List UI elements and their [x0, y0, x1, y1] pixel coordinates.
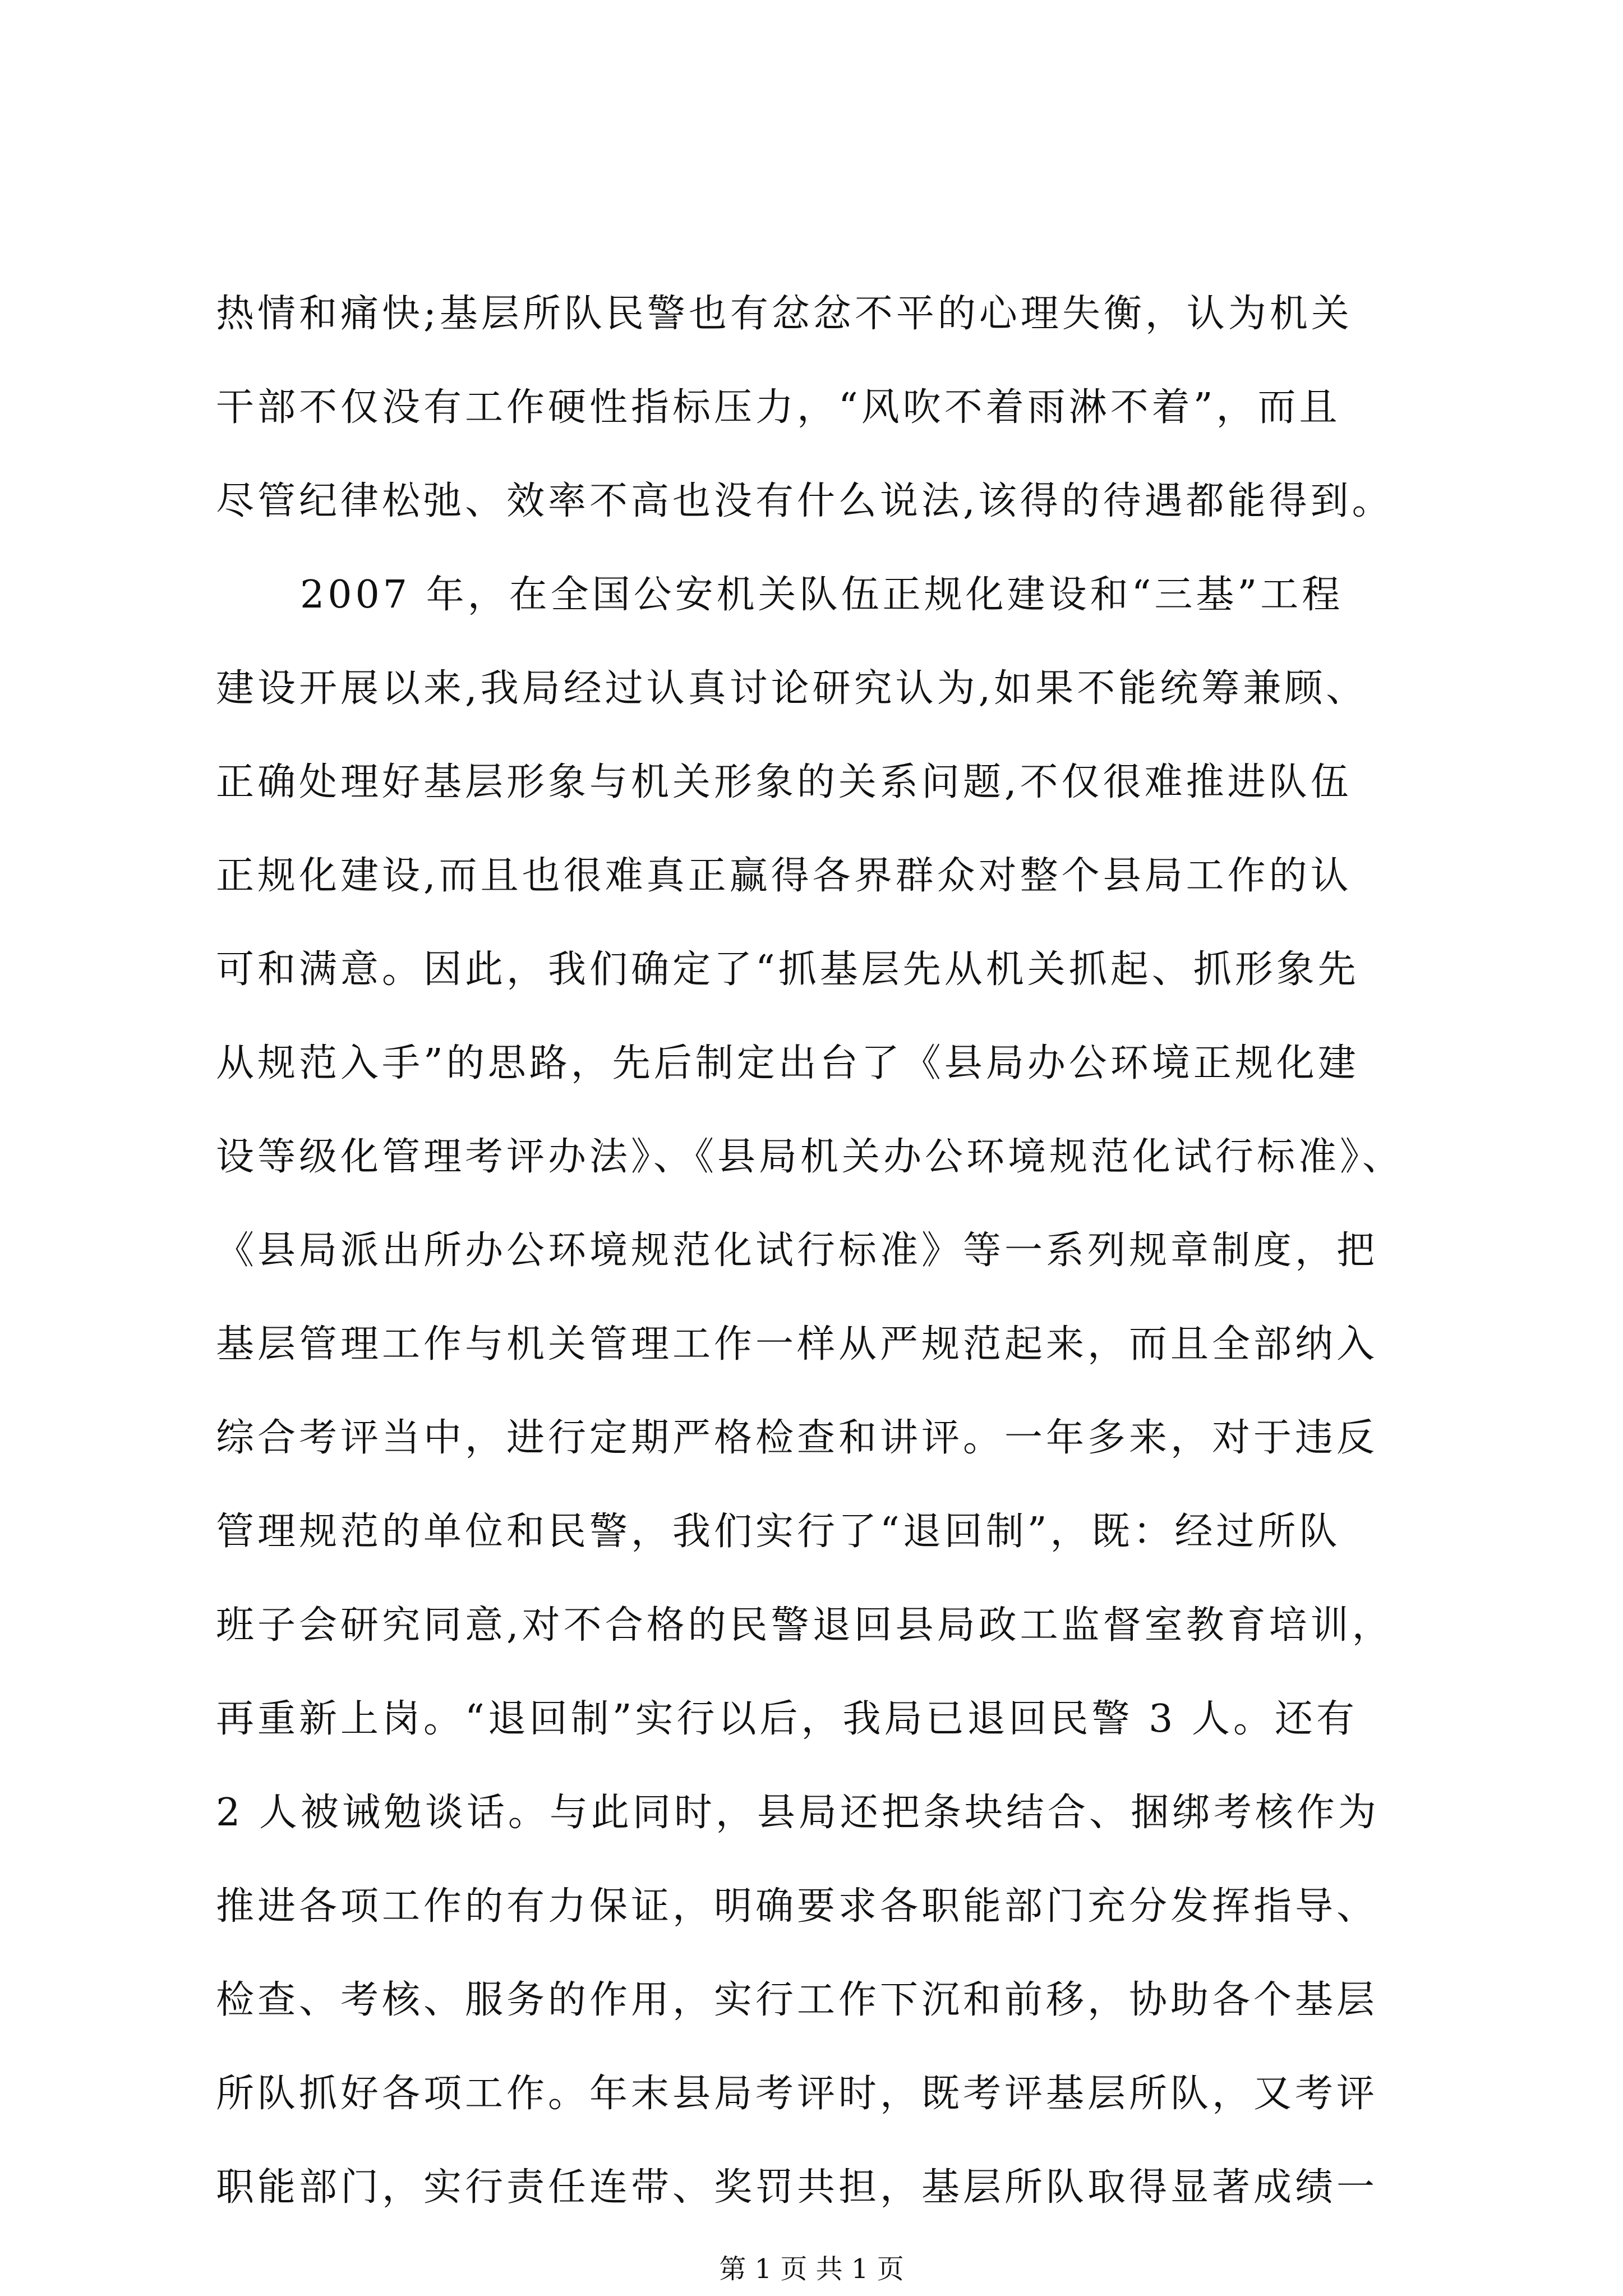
text-line-5: 建设开展以来,我局经过认真讨论研究认为,如果不能统筹兼顾、	[216, 666, 1368, 711]
text-line-1: 热情和痛快;基层所队民警也有忿忿不平的心理失衡，认为机关	[216, 292, 1353, 336]
text-line-11: 《县局派出所办公环境规范化试行标准》等一系列规章制度，把	[216, 1228, 1378, 1273]
text-line-15: 班子会研究同意,对不合格的民警退回县局政工监督室教育培训，	[216, 1603, 1394, 1648]
text-line-13: 综合考评当中，进行定期严格检查和讲评。一年多来，对于违反	[216, 1416, 1378, 1460]
text-line-16: 再重新上岗。“退回制”实行以后，我局已退回民警 3 人。还有	[216, 1697, 1358, 1741]
text-line-17: 2 人被诫勉谈话。与此同时，县局还把条块结合、捆绑考核作为	[216, 1791, 1380, 1835]
text-line-10: 设等级化管理考评办法》、《县局机关办公环境规范化试行标准》、	[216, 1135, 1404, 1179]
page-footer: 第 1 页 共 1 页	[719, 2253, 904, 2285]
text-line-9: 从规范入手”的思路，先后制定出台了《县局办公环境正规化建	[216, 1041, 1359, 1085]
text-line-2: 干部不仅没有工作硬性指标压力，“风吹不着雨淋不着”，而且	[216, 385, 1341, 430]
paragraph-2-first-line: 2007 年，在全国公安机关队伍正规化建设和“三基”工程	[300, 573, 1344, 617]
text-line-20: 所队抓好各项工作。年末县局考评时，既考评基层所队，又考评	[216, 2072, 1378, 2116]
text-line-7: 正规化建设,而且也很难真正赢得各界群众对整个县局工作的认	[216, 854, 1352, 898]
text-line-6: 正确处理好基层形象与机关形象的关系问题,不仅很难推进队伍	[216, 760, 1352, 804]
text-line-14: 管理规范的单位和民警，我们实行了“退回制”，既：经过所队	[216, 1510, 1341, 1554]
text-line-3: 尽管纪律松弛、效率不高也没有什么说法,该得的待遇都能得到。	[216, 479, 1394, 523]
text-line-8: 可和满意。因此，我们确定了“抓基层先从机关抓起、抓形象先	[216, 947, 1359, 992]
text-line-19: 检查、考核、服务的作用，实行工作下沉和前移，协助各个基层	[216, 1978, 1378, 2022]
text-line-18: 推进各项工作的有力保证，明确要求各职能部门充分发挥指导、	[216, 1884, 1378, 1929]
text-line-12: 基层管理工作与机关管理工作一样从严规范起来，而且全部纳入	[216, 1322, 1378, 1366]
text-line-21: 职能部门，实行责任连带、奖罚共担，基层所队取得显著成绩一	[216, 2165, 1378, 2210]
